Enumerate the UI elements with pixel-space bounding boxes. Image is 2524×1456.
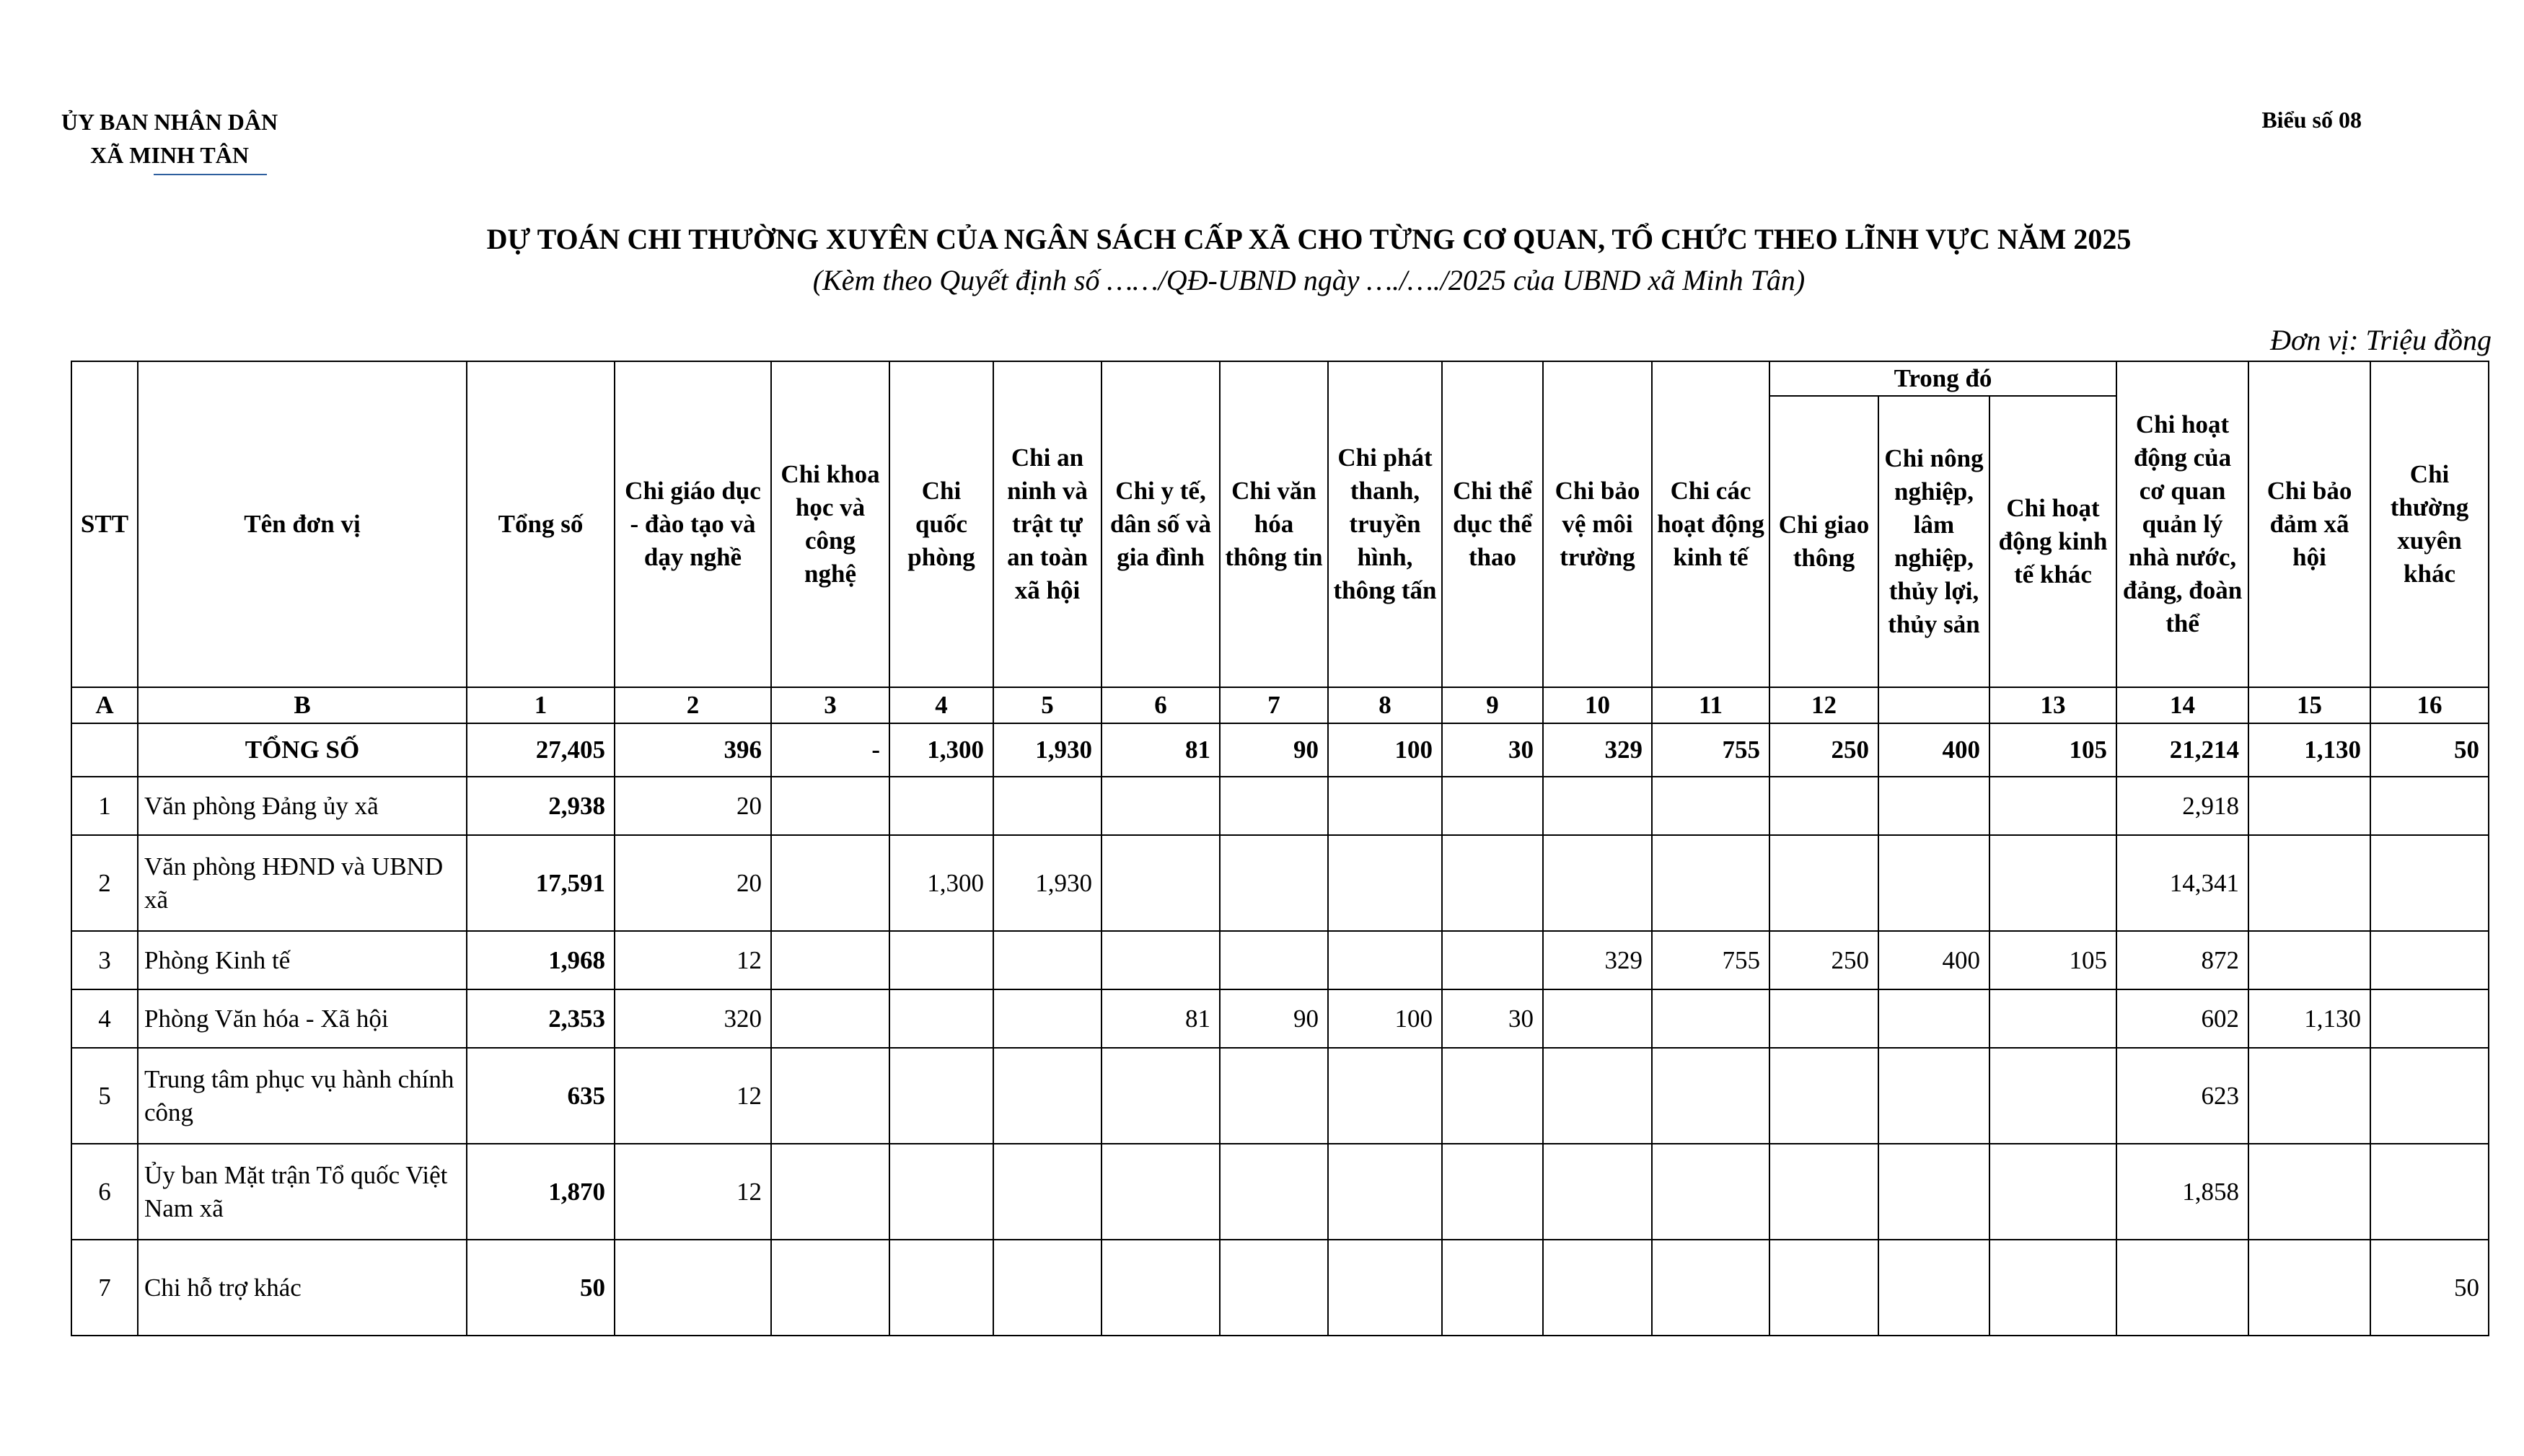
row-number: 3 (71, 931, 138, 989)
table-cell (2248, 931, 2370, 989)
table-cell: 250 (1769, 931, 1878, 989)
unit-name: Phòng Văn hóa - Xã hội (138, 989, 467, 1048)
unit-name: Chi hỗ trợ khác (138, 1240, 467, 1336)
table-cell (2370, 835, 2489, 931)
table-cell (2248, 777, 2370, 835)
column-index-cell: 6 (1101, 687, 1220, 723)
column-index-cell: 14 (2116, 687, 2248, 723)
table-cell (771, 777, 889, 835)
table-cell (1652, 1048, 1769, 1144)
unit-name: Văn phòng Đảng ủy xã (138, 777, 467, 835)
total-label: TỔNG SỐ (138, 723, 467, 777)
total-cell: - (771, 723, 889, 777)
row-number: 1 (71, 777, 138, 835)
unit-name: Văn phòng HĐND và UBND xã (138, 835, 467, 931)
col-header: Chi nông nghiệp, lâm nghiệp, thủy lợi, thủy sản (1878, 396, 1989, 687)
table-cell (1101, 835, 1220, 931)
total-cell: 400 (1878, 723, 1989, 777)
col-header: Chi phát thanh, truyền hình, thông tấn (1328, 361, 1442, 687)
column-index-cell: 2 (615, 687, 771, 723)
table-cell (1652, 835, 1769, 931)
table-cell (1878, 1144, 1989, 1240)
row-number: 2 (71, 835, 138, 931)
table-cell: 623 (2116, 1048, 2248, 1144)
col-header: Chi các hoạt động kinh tế (1652, 361, 1769, 687)
table-cell (2116, 1240, 2248, 1336)
col-header: Chi thường xuyên khác (2370, 361, 2489, 687)
total-cell: 50 (2370, 723, 2489, 777)
table-cell: 50 (2370, 1240, 2489, 1336)
table-cell (1328, 1240, 1442, 1336)
col-header: Chi khoa học và công nghệ (771, 361, 889, 687)
table-cell (1989, 777, 2116, 835)
table-cell (1878, 1048, 1989, 1144)
row-total: 2,353 (467, 989, 615, 1048)
column-index-cell: 16 (2370, 687, 2489, 723)
total-cell: 1,130 (2248, 723, 2370, 777)
table-cell (2248, 1144, 2370, 1240)
table-cell (1442, 777, 1543, 835)
table-cell (1101, 1048, 1220, 1144)
column-index-cell: 4 (889, 687, 993, 723)
unit-label: Đơn vị: Triệu đồng (2270, 324, 2492, 356)
table-cell (993, 1048, 1101, 1144)
table-cell (1442, 1240, 1543, 1336)
column-index-cell: 3 (771, 687, 889, 723)
unit-name: Phòng Kinh tế (138, 931, 467, 989)
table-cell (1543, 1048, 1652, 1144)
table-cell (1769, 989, 1878, 1048)
header-row-top (71, 361, 2489, 396)
total-cell: 755 (1652, 723, 1769, 777)
table-cell (1220, 835, 1328, 931)
column-index-cell: 7 (1220, 687, 1328, 723)
org-underline (154, 174, 267, 175)
table-cell (2248, 835, 2370, 931)
table-cell: 12 (615, 1048, 771, 1144)
table-cell: 2,918 (2116, 777, 2248, 835)
row-number: 5 (71, 1048, 138, 1144)
total-cell: 21,214 (2116, 723, 2248, 777)
table-cell (771, 835, 889, 931)
table-cell (1543, 1144, 1652, 1240)
table-row (71, 1048, 2489, 1144)
column-index-cell (1878, 687, 1989, 723)
table-row (71, 989, 2489, 1048)
form-number: Biểu số 08 (2261, 107, 2362, 133)
table-cell (1769, 1048, 1878, 1144)
issuing-authority (50, 105, 289, 172)
table-cell (2370, 1144, 2489, 1240)
table-cell (993, 989, 1101, 1048)
table-cell (1769, 1144, 1878, 1240)
table-cell (1442, 1048, 1543, 1144)
table-cell (2370, 931, 2489, 989)
document-title: DỰ TOÁN CHI THƯỜNG XUYÊN CỦA NGÂN SÁCH CẤP XÃ CHO TỪNG CƠ QUAN, TỔ CHỨC THEO LĨNH VỰC NĂM 2025 (486, 223, 2132, 255)
table-cell (1652, 777, 1769, 835)
table-row (71, 777, 2489, 835)
row-total: 635 (467, 1048, 615, 1144)
col-header: Tổng số (467, 361, 615, 687)
row-number: 7 (71, 1240, 138, 1336)
table-cell (1220, 1048, 1328, 1144)
table-cell (1769, 1240, 1878, 1336)
table-cell (1543, 777, 1652, 835)
table-cell (889, 1240, 993, 1336)
table-cell: 320 (615, 989, 771, 1048)
total-cell: 90 (1220, 723, 1328, 777)
table-cell (1220, 1144, 1328, 1240)
table-cell (771, 1048, 889, 1144)
col-header: Chi văn hóa thông tin (1220, 361, 1328, 687)
total-cell: 1,930 (993, 723, 1101, 777)
table-cell: 100 (1328, 989, 1442, 1048)
table-cell (1328, 777, 1442, 835)
total-cell: 30 (1442, 723, 1543, 777)
total-cell: 81 (1101, 723, 1220, 777)
table-body (71, 687, 2489, 1336)
table-cell (1878, 777, 1989, 835)
table-row (71, 1240, 2489, 1336)
table-cell (1328, 1048, 1442, 1144)
table-cell (1101, 1144, 1220, 1240)
total-cell: 1,300 (889, 723, 993, 777)
table-row (71, 1144, 2489, 1240)
col-header: Chi giáo dục - đào tạo và dạy nghề (615, 361, 771, 687)
column-index-cell: 15 (2248, 687, 2370, 723)
column-index-cell: 5 (993, 687, 1101, 723)
table-cell (1989, 989, 2116, 1048)
table-cell: 329 (1543, 931, 1652, 989)
budget-table (71, 361, 2489, 1336)
table-cell (1769, 777, 1878, 835)
col-header: STT (71, 361, 138, 687)
table-cell: 20 (615, 777, 771, 835)
table-cell (1652, 1240, 1769, 1336)
table-cell: 12 (615, 931, 771, 989)
col-header: Chi hoạt động của cơ quan quản lý nhà nước, đảng, đoàn thể (2116, 361, 2248, 687)
table-cell: 1,130 (2248, 989, 2370, 1048)
column-index-row (71, 687, 2489, 723)
table-cell (1989, 1048, 2116, 1144)
table-cell (1328, 931, 1442, 989)
col-header: Chi bảo vệ môi trường (1543, 361, 1652, 687)
row-number: 6 (71, 1144, 138, 1240)
total-cell: 329 (1543, 723, 1652, 777)
table-cell: 105 (1989, 931, 2116, 989)
table-cell (1220, 777, 1328, 835)
table-cell (993, 931, 1101, 989)
table-cell (615, 1240, 771, 1336)
table-cell (771, 989, 889, 1048)
table-cell: 1,300 (889, 835, 993, 931)
column-index-cell: 11 (1652, 687, 1769, 723)
row-total: 1,968 (467, 931, 615, 989)
table-cell (1442, 835, 1543, 931)
table-cell (1989, 1144, 2116, 1240)
table-cell: 12 (615, 1144, 771, 1240)
table-cell (993, 1240, 1101, 1336)
row-total: 50 (467, 1240, 615, 1336)
table-cell (1989, 835, 2116, 931)
table-cell (1878, 989, 1989, 1048)
column-index-cell: 12 (1769, 687, 1878, 723)
table-cell (1989, 1240, 2116, 1336)
column-index-cell: B (138, 687, 467, 723)
table-cell (1101, 931, 1220, 989)
col-header: Chi an ninh và trật tự an toàn xã hội (993, 361, 1101, 687)
table-cell (1652, 1144, 1769, 1240)
total-cell: 250 (1769, 723, 1878, 777)
table-row (71, 835, 2489, 931)
table-cell (771, 931, 889, 989)
table-cell (2248, 1240, 2370, 1336)
table-cell (1101, 777, 1220, 835)
table-cell (993, 777, 1101, 835)
table-cell (771, 1240, 889, 1336)
col-header: Tên đơn vị (138, 361, 467, 687)
column-index-cell: 8 (1328, 687, 1442, 723)
total-cell: 105 (1989, 723, 2116, 777)
table-cell: 30 (1442, 989, 1543, 1048)
col-header: Chi y tế, dân số và gia đình (1101, 361, 1220, 687)
table-cell (1442, 1144, 1543, 1240)
row-total: 2,938 (467, 777, 615, 835)
table-cell (1543, 989, 1652, 1048)
table-cell: 755 (1652, 931, 1769, 989)
table-cell (1328, 1144, 1442, 1240)
table-cell (1543, 1240, 1652, 1336)
table-row (71, 931, 2489, 989)
table-cell (771, 1144, 889, 1240)
table-cell (1220, 1240, 1328, 1336)
column-index-cell: 13 (1989, 687, 2116, 723)
table-cell (1543, 835, 1652, 931)
table-cell (1878, 1240, 1989, 1336)
group-header: Trong đó (1769, 361, 2116, 396)
table-cell (889, 931, 993, 989)
table-cell (1220, 931, 1328, 989)
table-cell: 400 (1878, 931, 1989, 989)
row-number: 4 (71, 989, 138, 1048)
table-cell (889, 1048, 993, 1144)
table-cell (2370, 1048, 2489, 1144)
table-cell: 90 (1220, 989, 1328, 1048)
col-header: Chi thể dục thể thao (1442, 361, 1543, 687)
total-cell: 27,405 (467, 723, 615, 777)
row-total: 1,870 (467, 1144, 615, 1240)
column-index-cell: A (71, 687, 138, 723)
unit-name: Ủy ban Mặt trận Tổ quốc Việt Nam xã (138, 1144, 467, 1240)
row-total: 17,591 (467, 835, 615, 931)
total-cell: 396 (615, 723, 771, 777)
table-cell (889, 1144, 993, 1240)
col-header: Chi giao thông (1769, 396, 1878, 687)
column-index-cell: 1 (467, 687, 615, 723)
table-cell: 1,858 (2116, 1144, 2248, 1240)
col-header: Chi bảo đảm xã hội (2248, 361, 2370, 687)
table-cell (1878, 835, 1989, 931)
table-cell (1101, 1240, 1220, 1336)
document-subtitle: (Kèm theo Quyết định số ……/QĐ-UBND ngày …./…./2025 của UBND xã Minh Tân) (812, 264, 1806, 296)
table-cell (889, 989, 993, 1048)
column-index-cell: 10 (1543, 687, 1652, 723)
table-cell: 602 (2116, 989, 2248, 1048)
table-cell (2370, 989, 2489, 1048)
table-cell (1328, 835, 1442, 931)
total-cell (71, 723, 138, 777)
total-cell: 100 (1328, 723, 1442, 777)
table-cell: 20 (615, 835, 771, 931)
column-index-cell: 9 (1442, 687, 1543, 723)
col-header: Chi hoạt động kinh tế khác (1989, 396, 2116, 687)
table-cell: 872 (2116, 931, 2248, 989)
col-header: Chi quốc phòng (889, 361, 993, 687)
table-cell (889, 777, 993, 835)
total-row (71, 723, 2489, 777)
table-cell (1652, 989, 1769, 1048)
table-cell: 14,341 (2116, 835, 2248, 931)
table-cell: 1,930 (993, 835, 1101, 931)
table-cell (1442, 931, 1543, 989)
table-cell (2248, 1048, 2370, 1144)
org-line-1: ỦY BAN NHÂN DÂN (61, 109, 278, 135)
unit-name: Trung tâm phục vụ hành chính công (138, 1048, 467, 1144)
org-line-2: XÃ MINH TÂN (90, 142, 249, 168)
table-cell: 81 (1101, 989, 1220, 1048)
table-cell (2370, 777, 2489, 835)
table-cell (993, 1144, 1101, 1240)
table-cell (1769, 835, 1878, 931)
